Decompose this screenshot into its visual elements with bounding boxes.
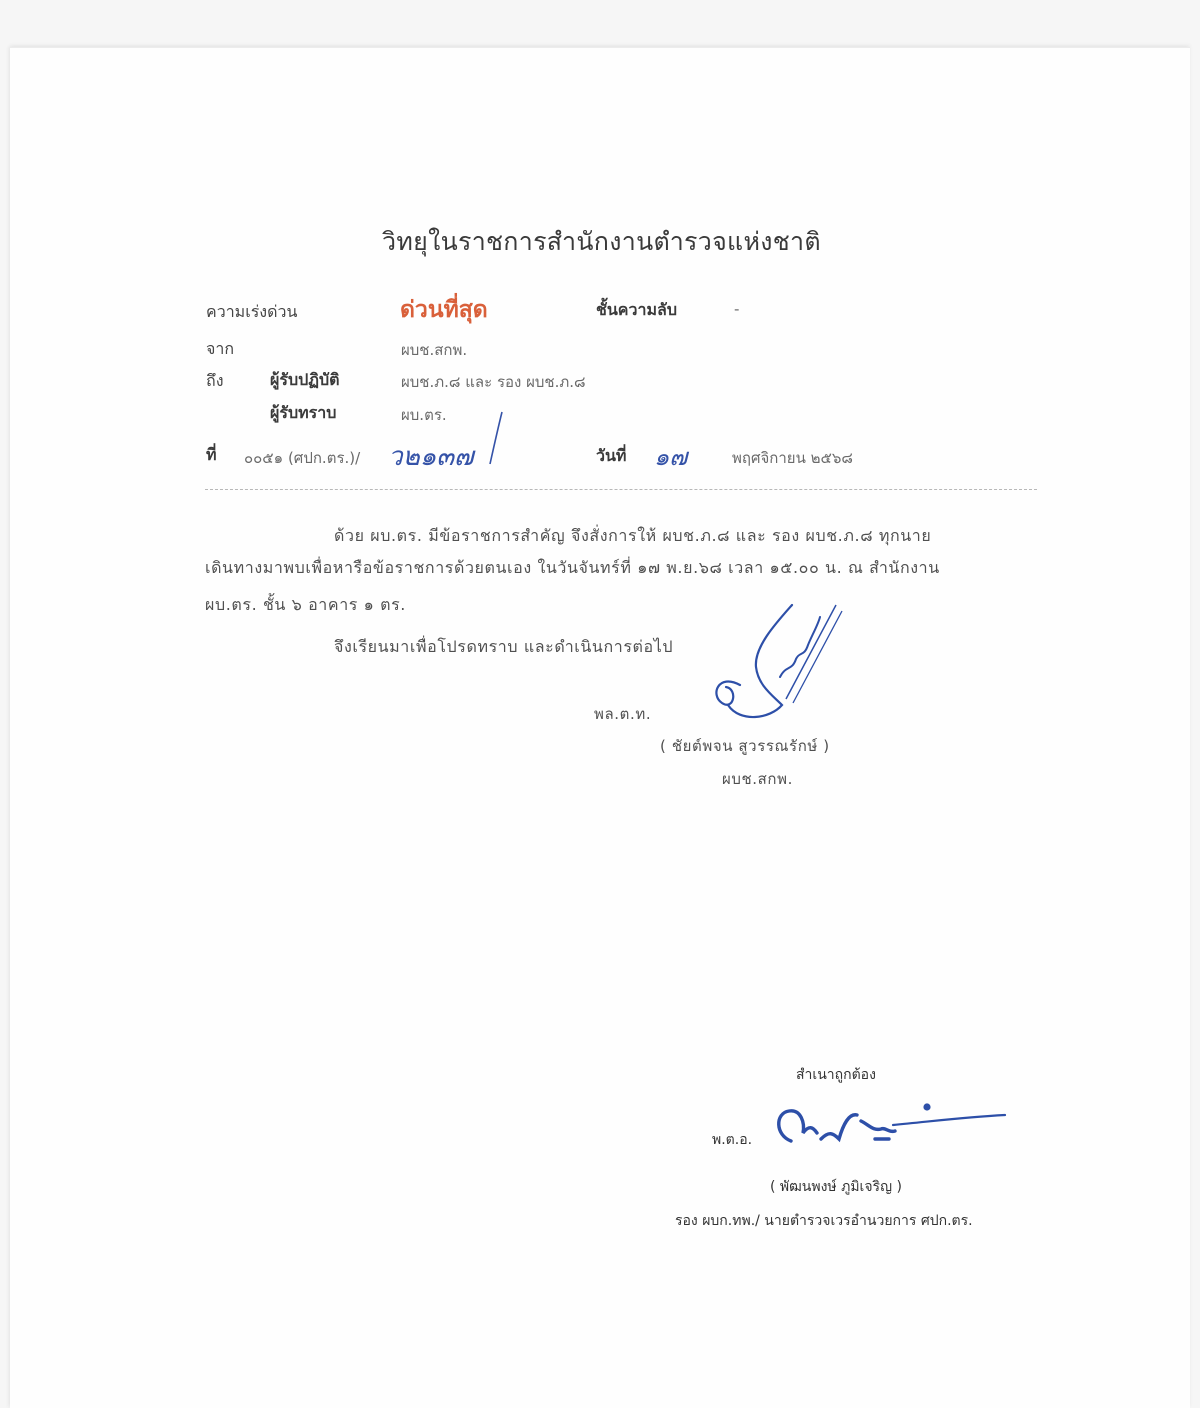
from-label: จาก — [206, 339, 235, 358]
ref-number-handwritten: ว๒๑๓๗ — [388, 442, 474, 472]
signatory-rank: พล.ต.ท. — [594, 705, 652, 723]
handwriting-stroke-icon — [480, 408, 510, 468]
certifier-rank: พ.ต.อ. — [712, 1132, 753, 1148]
action-recipient-label: ผู้รับปฏิบัติ — [270, 370, 340, 389]
ref-number-prefix: ๐๐๕๑ (ศปก.ตร.)/ — [244, 449, 361, 467]
body-closing: จึงเรียนมาเพื่อโปรดทราบ และดำเนินการต่อไป — [334, 637, 674, 656]
date-label: วันที่ — [596, 446, 627, 465]
ref-label: ที่ — [206, 445, 217, 464]
date-month-year: พฤศจิกายน ๒๕๖๘ — [732, 449, 853, 467]
header-divider — [205, 489, 1037, 490]
certifier-name: ( พัฒนพงษ์ ภูมิเจริญ ) — [770, 1179, 902, 1195]
body-line-3: ผบ.ตร. ชั้น ๖ อาคาร ๑ ตร. — [205, 595, 406, 614]
to-label: ถึง — [206, 371, 224, 390]
action-recipient-value: ผบช.ภ.๘ และ รอง ผบช.ภ.๘ — [401, 373, 586, 391]
info-recipient-label: ผู้รับทราบ — [270, 403, 337, 422]
signatory-position: ผบช.สกพ. — [722, 770, 793, 788]
date-day-handwritten: ๑๗ — [654, 443, 688, 471]
from-value: ผบช.สกพ. — [401, 341, 468, 359]
document-title — [382, 222, 821, 262]
urgency-value: ด่วนที่สุด — [400, 297, 488, 323]
classification-label: ชั้นความลับ — [596, 300, 677, 319]
certifier-signature-icon — [765, 1095, 1015, 1155]
classification-value: - — [734, 300, 740, 318]
title-text: วิทยุในราชการสำนักงานตำรวจแห่งชาติ — [382, 227, 821, 256]
body-line-2: เดินทางมาพบเพื่อหารือข้อราชการด้วยตนเอง ในวันจันทร์ที่ ๑๗ พ.ย.๖๘ เวลา ๑๕.๐๐ น. ณ สำนักงาน — [205, 558, 940, 577]
info-recipient-value: ผบ.ตร. — [401, 406, 447, 424]
urgency-label: ความเร่งด่วน — [206, 302, 298, 321]
body-line-1: ด้วย ผบ.ตร. มีข้อราชการสำคัญ จึงสั่งการให้ ผบช.ภ.๘ และ รอง ผบช.ภ.๘ ทุกนาย — [334, 526, 932, 545]
signatory-name: ( ชัยต์พจน สูวรรณรักษ์ ) — [660, 737, 830, 755]
signature-icon — [700, 595, 850, 730]
certified-copy-heading: สำเนาถูกต้อง — [796, 1067, 876, 1083]
certifier-position: รอง ผบก.ทพ./ นายตำรวจเวรอำนวยการ ศปก.ตร. — [675, 1213, 973, 1229]
